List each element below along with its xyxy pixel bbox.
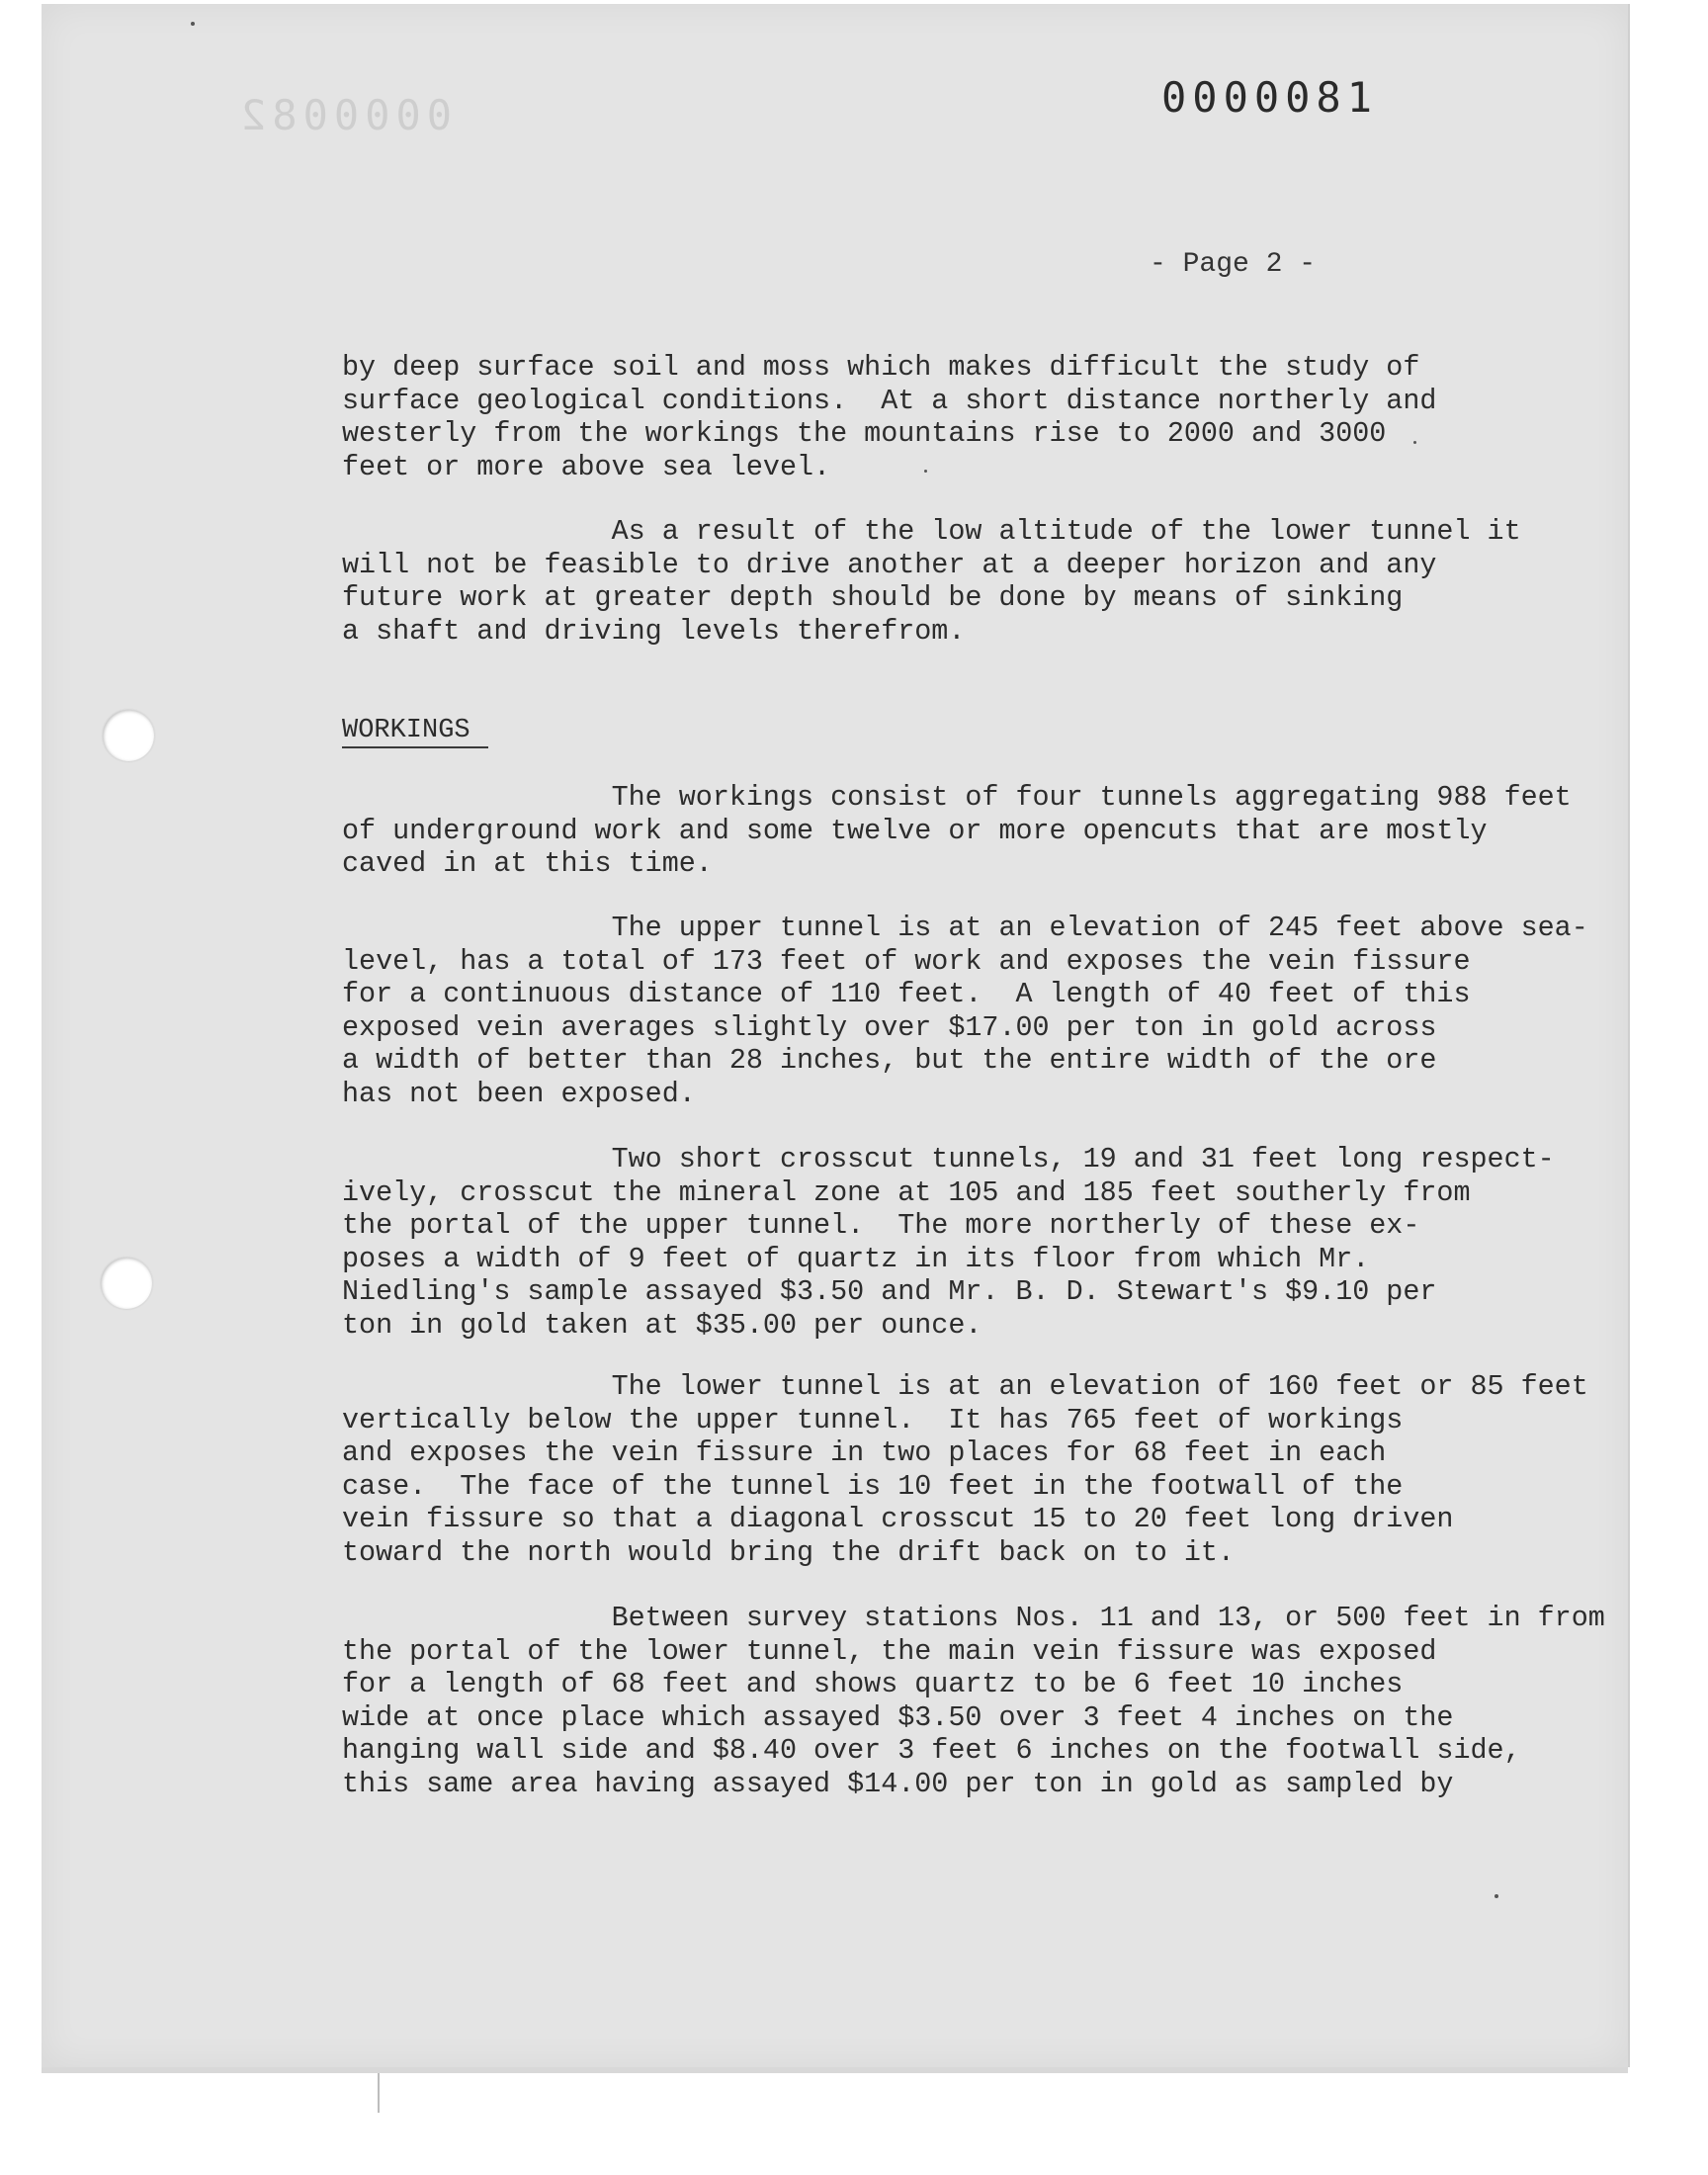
paragraph-3: The workings consist of four tunnels aggregating 988 of underground work and some twelve or more opencuts that are mostly caved in at this time. (342, 781, 1488, 880)
paragraph-7: Between survey stations Nos. 11 and 13, or 500 feet in the portal of the lower tunnel, the main vein fissure was exposed for a length of 68 feet and shows quartz to be 6 feet 10 inches wide at once place which assayed $3.50 over 3 feet 4 inches on the hanging wall side and $8.40 over 3 feet 6 inches on the footwall side, this same area having assayed $14.00 per ton in gold as sampled by (342, 1602, 1521, 1800)
punch-hole-bottom (101, 1258, 152, 1309)
dust-speck (1494, 1894, 1498, 1898)
bleed-through-number: 0000082 (235, 91, 453, 139)
document-number: 0000081 (1161, 73, 1379, 122)
dust-speck (924, 470, 927, 473)
page-bottom-edge (42, 2067, 1628, 2073)
dust-speck (191, 22, 195, 26)
paragraph-2: As a result of the low altitude of the lower tunnel it will not be feasible to drive another at a deeper horizon and any future work at greater depth should be done by means of sinking a shaft and driving levels therefrom. (342, 515, 1521, 648)
punch-hole-top (103, 710, 154, 761)
page-margin (0, 0, 42, 2096)
paragraph-4: The upper tunnel is at an elevation of 245 feet above level, has a total of 173 feet of work and exposes the vein fissure for a continuous distance of 110 feet. A length of 40 feet of this exposed vein averages slightly over $17.00 per ton in gold across a width of better than 28 inches, but the entire width of the ore has not been exposed. (342, 912, 1504, 1110)
dust-speck (1413, 441, 1416, 444)
paragraph-1: by deep surface soil and moss which makes difficult the study of surface geological conditions. At a short distance northerly and westerly from the workings the mountains rise to 2000 and 3000 feet or more above sea level. (342, 351, 1437, 483)
paragraph-5: Two short crosscut tunnels, 19 and 31 feet long respect- ively, crosscut the mineral zone at 105 and 185 feet southerly from the portal of the upper tunnel. The more northerly of these ex- poses a width of 9 feet of quartz in its floor from which Mr. Niedling's sample assayed $3.50 and Mr. B. D. Stewart's $9.10 per ton in gold taken at $35.00 per ounce. (342, 1143, 1555, 1342)
page-number-label: - Page 2 - (1150, 249, 1317, 280)
paragraph-6: The lower tunnel is at an elevation of 160 feet or 85 vertically below the upper tunnel. It has 765 feet of workings and exposes the vein fissure in two places for 68 feet in each case. The face of the tunnel is 10 feet in the footwall of the vein fissure so that a diagonal crosscut 15 to 20 feet long driven toward the north would bring the drift back on to it. (342, 1370, 1504, 1569)
section-heading-workings: WORKINGS (342, 716, 488, 748)
page-divider-mark (378, 2073, 380, 2113)
